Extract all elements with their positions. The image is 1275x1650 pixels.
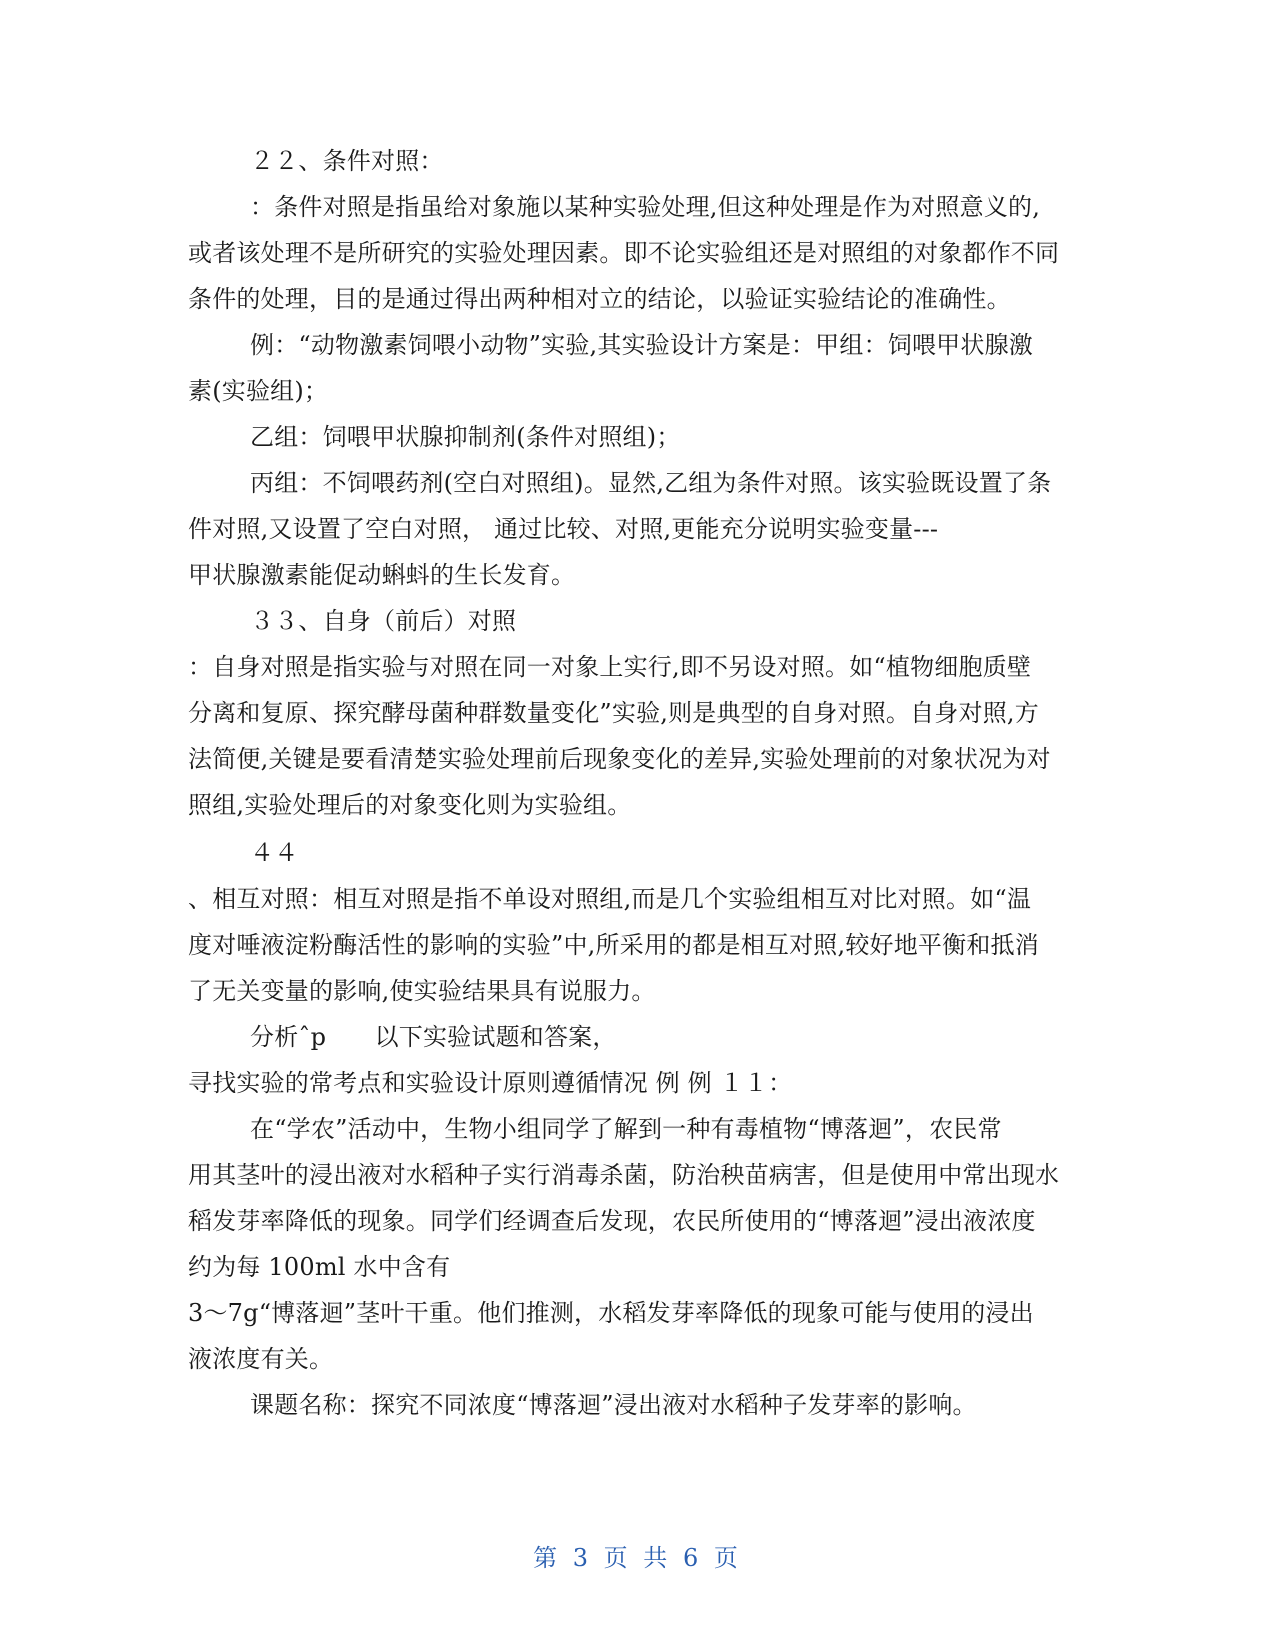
paragraph-line: 或者该处理不是所研究的实验处理因素。即不论实验组还是对照组的对象都作不同: [188, 239, 1060, 267]
section-heading-self-control: ３３、自身（前后）对照: [250, 607, 517, 635]
page-number-footer: 第 3 页 共 6 页: [533, 1544, 742, 1572]
paragraph-line: 法简便,关键是要看清楚实验处理前后现象变化的差异,实验处理前的对象状况为对: [188, 745, 1051, 773]
paragraph-line: 稻发芽率降低的现象。同学们经调查后发现，农民所使用的“博落迴”浸出液浓度: [188, 1207, 1036, 1235]
paragraph-line: 条件的处理，目的是通过得出两种相对立的结论，以验证实验结论的准确性。: [188, 285, 1011, 313]
paragraph-line: 例：“动物激素饲喂小动物”实验,其实验设计方案是：甲组：饲喂甲状腺激: [250, 331, 1033, 359]
paragraph-line: 液浓度有关。: [188, 1345, 334, 1373]
paragraph-line: 3～7g“博落迴”茎叶干重。他们推测，水稻发芽率降低的现象可能与使用的浸出: [188, 1299, 1034, 1327]
paragraph-line: 约为每 100ml 水中含有: [188, 1253, 451, 1281]
paragraph-line: 分离和复原、探究酵母菌种群数量变化”实验,则是典型的自身对照。自身对照,方: [188, 699, 1039, 727]
paragraph-line: 寻找实验的常考点和实验设计原则遵循情况 例 例 １１：: [188, 1069, 793, 1097]
paragraph-line: 素(实验组)；: [188, 377, 329, 405]
paragraph-line: 分析ˆp 以下实验试题和答案，: [250, 1023, 617, 1051]
paragraph-line: 在“学农”活动中，生物小组同学了解到一种有毒植物“博落迴”，农民常: [250, 1115, 1002, 1143]
section-heading-conditional-control: ２２、条件对照：: [250, 147, 444, 175]
paragraph-line: 照组,实验处理后的对象变化则为实验组。: [188, 791, 632, 819]
paragraph-line: 用其茎叶的浸出液对水稻种子实行消毒杀菌，防治秧苗病害，但是使用中常出现水: [188, 1161, 1060, 1189]
paragraph-line: 甲状腺激素能促动蝌蚪的生长发育。: [188, 561, 576, 589]
paragraph-line: 度对唾液淀粉酶活性的影响的实验”中,所采用的都是相互对照,较好地平衡和抵消: [188, 931, 1039, 959]
section-number: ４４: [250, 839, 299, 867]
paragraph-line: 丙组：不饲喂药剂(空白对照组)。显然,乙组为条件对照。该实验既设置了条: [250, 469, 1052, 497]
paragraph-line: ：自身对照是指实验与对照在同一对象上实行,即不另设对照。如“植物细胞质壁: [188, 653, 1032, 681]
paragraph-line: 乙组：饲喂甲状腺抑制剂(条件对照组)；: [250, 423, 681, 451]
paragraph-line: 件对照,又设置了空白对照， 通过比较、对照,更能充分说明实验变量---: [188, 515, 939, 543]
paragraph-line: 课题名称：探究不同浓度“博落迴”浸出液对水稻种子发芽率的影响。: [250, 1391, 977, 1419]
paragraph-line: 了无关变量的影响,使实验结果具有说服力。: [188, 977, 656, 1005]
section-heading-mutual-control: 、相互对照：相互对照是指不单设对照组,而是几个实验组相互对比对照。如“温: [188, 885, 1032, 913]
paragraph-line: ：条件对照是指虽给对象施以某种实验处理,但这种处理是作为对照意义的,: [250, 193, 1041, 221]
